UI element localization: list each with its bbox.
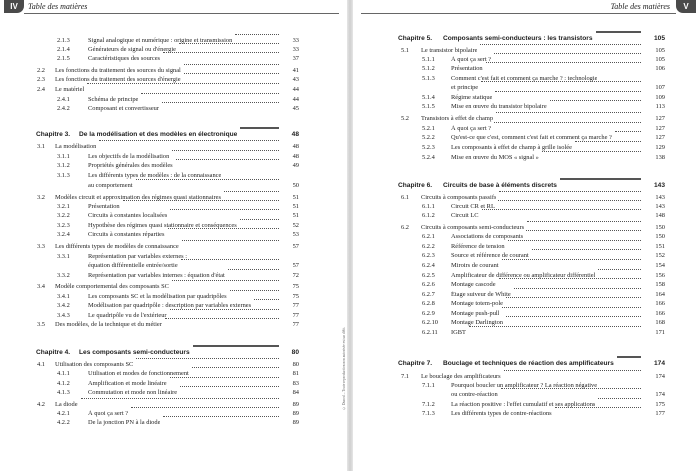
toc-leader-dots [499, 277, 641, 279]
toc-page-number: 148 [655, 212, 665, 219]
toc-page-number: 33 [292, 46, 299, 53]
toc-section-number: 4.1.3 [57, 389, 70, 396]
toc-leader-dots [502, 306, 641, 308]
toc-section-number: 2.3 [37, 76, 45, 83]
toc-entry-title: Composant et convertisseur [88, 105, 159, 112]
toc-page-number: 49 [292, 162, 299, 169]
toc-leader-dots [141, 92, 279, 94]
toc-entry-title: Circuits à composants passifs [421, 194, 497, 201]
toc-leader-dots [240, 218, 279, 220]
toc-entry-title: Modèles circuit et approximation des régimes quasi stationnaires [55, 194, 221, 201]
toc-section-number: 3.3.1 [57, 253, 70, 260]
toc-page-number: 57 [292, 262, 299, 269]
toc-leader-dots [254, 298, 279, 300]
toc-section-number: 6.2.4 [422, 262, 435, 269]
toc-page-number: 158 [655, 281, 665, 288]
toc-section-number: Chapitre 3. [36, 131, 71, 138]
toc-page-number: 50 [292, 182, 299, 189]
toc-page-number: 175 [655, 401, 665, 408]
toc-section-number: 4.2 [37, 401, 45, 408]
toc-leader-dots [598, 397, 641, 399]
toc-section-number: 5.1.1 [422, 56, 435, 63]
page-number-badge: V [676, 0, 696, 13]
toc-section-number: 4.1.1 [57, 370, 70, 377]
toc-entry-title: Pourquoi boucler un amplificateur ? La réaction négative [451, 382, 598, 389]
toc-entry-title: Présentation [88, 203, 120, 210]
toc-entry-title: Les composants semi-conducteurs [79, 349, 190, 356]
toc-entry-title: De la modélisation et des modèles en électronique [79, 131, 238, 138]
toc-leader-dots [526, 229, 641, 231]
toc-leader-dots [163, 51, 279, 53]
toc-leader-dots [575, 140, 641, 142]
toc-leader-dots [131, 406, 279, 408]
toc-entry-title: Comment c'est fait et comment ça marche ? : technologie [451, 75, 598, 82]
toc-section-number: 7.1.2 [422, 401, 435, 408]
toc-leader-dots [81, 397, 279, 399]
toc-page-number: 151 [655, 243, 665, 250]
toc-entry-title: Circuit LC [451, 212, 479, 219]
toc-page-number: 51 [292, 203, 299, 210]
toc-page-number: 80 [292, 361, 299, 368]
toc-entry-title: À quoi ça sert ? [88, 410, 129, 417]
toc-page-number: 83 [292, 380, 299, 387]
right-page [353, 0, 700, 471]
toc-page-number: 44 [292, 86, 299, 93]
toc-section-number: Chapitre 4. [36, 349, 71, 356]
toc-page-number: 105 [655, 47, 665, 54]
toc-leader-dots [176, 158, 279, 160]
toc-page-number: 105 [653, 35, 665, 42]
toc-leader-dots [506, 296, 641, 298]
toc-page-number: 168 [655, 319, 665, 326]
toc-entry-title: au comportement [88, 182, 133, 189]
toc-leader-dots [228, 268, 279, 270]
toc-page-number: 51 [292, 212, 299, 219]
copyright-notice: © Dunod – Toute reproduction non autorisée est un délit. [342, 326, 346, 410]
toc-page-number: 109 [655, 94, 665, 101]
toc-leader-dots [502, 258, 641, 260]
toc-entry-title: Transistors à effet de champ [421, 115, 494, 122]
toc-entry-title: Miroirs de courant [451, 262, 499, 269]
toc-section-number: 3.2.3 [57, 222, 70, 229]
toc-page-number: 77 [292, 312, 299, 319]
toc-page-number: 33 [292, 37, 299, 44]
toc-section-number: 6.2.7 [422, 291, 435, 298]
toc-entry-title: La diode [55, 401, 78, 408]
toc-page-number: 156 [655, 272, 665, 279]
toc-entry-title: Présentation [451, 65, 483, 72]
toc-entry-title: Montage push-pull [451, 310, 500, 317]
toc-entry-title: ou contre-réaction [451, 391, 498, 398]
toc-section-number: 5.1.4 [422, 94, 435, 101]
toc-section-number: 5.1 [401, 47, 409, 54]
toc-leader-dots [163, 415, 279, 417]
toc-section-number: 6.1.2 [422, 212, 435, 219]
toc-entry-title: Mise en œuvre du MOS « signal » [451, 154, 539, 161]
toc-entry-title: Référence de tension [451, 243, 505, 250]
toc-entry-title: Le matériel [55, 86, 85, 93]
toc-section-number: Chapitre 6. [398, 182, 433, 189]
toc-leader-dots [499, 190, 641, 192]
toc-leader-dots [136, 178, 279, 180]
toc-entry-title: Représentation par variables internes : équation d'état [88, 272, 225, 279]
toc-leader-dots [508, 239, 641, 241]
toc-leader-dots [180, 385, 279, 387]
toc-leader-dots [550, 99, 641, 101]
toc-page-number: 143 [653, 182, 665, 189]
toc-entry-title: et principe [451, 84, 479, 91]
toc-section-number: 2.1.4 [57, 46, 70, 53]
toc-section-number: 6.2.10 [422, 319, 438, 326]
toc-section-number: 3.1.1 [57, 153, 70, 160]
toc-section-number: 2.2 [37, 67, 45, 74]
toc-leader-dots [481, 80, 641, 82]
toc-entry-title: Amplificateur de différence ou amplificateur différentiel [451, 272, 596, 279]
toc-section-number: 6.2.6 [422, 281, 435, 288]
toc-section-number: 6.2.2 [422, 243, 435, 250]
toc-page-number: 106 [655, 65, 665, 72]
toc-section-number: 5.1.5 [422, 103, 435, 110]
toc-leader-dots [184, 72, 279, 74]
toc-leader-dots [469, 325, 641, 327]
toc-entry-title: Montage totem-pole [451, 300, 503, 307]
toc-section-number: 6.2.9 [422, 310, 435, 317]
toc-entry-title: Mise en œuvre du transistor bipolaire [451, 103, 547, 110]
toc-page-number: 113 [655, 103, 665, 110]
toc-entry-title: Circuits à composants semi-conducteurs [421, 224, 525, 231]
toc-page-number: 75 [292, 283, 299, 290]
toc-entry-title: À quoi ça sert ? [451, 56, 492, 63]
toc-leader-dots [136, 357, 279, 359]
toc-leader-dots [123, 199, 279, 201]
toc-entry-title: Utilisation et modes de fonctionnement [88, 370, 189, 377]
toc-section-number: 3.1 [37, 143, 45, 150]
toc-page-number: 37 [292, 55, 299, 62]
toc-entry-title: Les objectifs de la modélisation [88, 153, 170, 160]
toc-page-number: 53 [292, 231, 299, 238]
toc-section-number: 2.1.3 [57, 37, 70, 44]
toc-leader-dots [168, 227, 280, 229]
toc-leader-dots [192, 366, 279, 368]
toc-page-number: 127 [655, 115, 665, 122]
toc-entry-title: Montage cascode [451, 281, 496, 288]
toc-leader-dots [617, 355, 641, 358]
toc-section-number: 6.2.3 [422, 252, 435, 259]
toc-entry-title: Montage Darlington [451, 319, 504, 326]
toc-page-number: 143 [655, 194, 665, 201]
toc-page-number: 89 [292, 410, 299, 417]
toc-entry-title: équation différentielle entrée/sortie [88, 262, 178, 269]
toc-section-number: 3.4.2 [57, 302, 70, 309]
toc-entry-title: Circuits de base à éléments discrets [443, 182, 557, 189]
toc-entry-title: Des modèles, de la technique et du métier [55, 321, 162, 328]
toc-leader-dots [179, 42, 279, 44]
left-page [0, 0, 347, 471]
toc-leader-dots [170, 308, 279, 310]
toc-entry-title: La réaction positive : l'effet cumulatif et ses applications [451, 401, 596, 408]
toc-section-number: 2.4 [37, 86, 45, 93]
toc-leader-dots [172, 149, 279, 151]
toc-page-number: 154 [655, 262, 665, 269]
toc-section-number: 3.1.3 [57, 172, 70, 179]
toc-page-number: 129 [655, 144, 665, 151]
toc-section-number: 5.2.4 [422, 154, 435, 161]
toc-entry-title: Le transistor bipolaire [421, 47, 478, 54]
toc-section-number: 5.2 [401, 115, 409, 122]
toc-section-number: Chapitre 5. [398, 35, 433, 42]
toc-page-number: 48 [292, 143, 299, 150]
toc-section-number: 3.4.3 [57, 312, 70, 319]
toc-page-number: 77 [292, 321, 299, 328]
toc-entry-title: Les différents types de contre-réactions [451, 410, 552, 417]
toc-entry-title: Circuits à constantes localisées [88, 212, 168, 219]
toc-entry-title: Les fonctions du traitement des sources d'énergie [55, 76, 181, 83]
toc-section-number: 2.4.2 [57, 105, 70, 112]
toc-section-number: 3.2 [37, 194, 45, 201]
toc-section-number: 6.1 [401, 194, 409, 201]
toc-entry-title: Le bouclage des amplificateurs [421, 373, 501, 380]
toc-page-number: 89 [292, 401, 299, 408]
toc-section-number: 7.1.3 [422, 410, 435, 417]
toc-entry-title: Composants semi-conducteurs : les transistors [443, 35, 593, 42]
toc-leader-dots [235, 33, 279, 35]
toc-page-number: 174 [655, 391, 665, 398]
toc-section-number: 3.1.2 [57, 162, 70, 169]
toc-page-number: 45 [292, 105, 299, 112]
toc-entry-title: Les différents types de modèles de connaissance [55, 243, 179, 250]
toc-entry-title: Étage suiveur de White [451, 291, 511, 298]
toc-entry-title: Caractéristiques des sources [88, 55, 161, 62]
toc-entry-title: Les composants SC et la modélisation par quadripôles [88, 293, 227, 300]
toc-entry-title: Amplification et mode linéaire [88, 380, 167, 387]
toc-leader-dots [230, 289, 279, 291]
toc-section-number: 4.1.2 [57, 380, 70, 387]
toc-section-number: 4.2.2 [57, 419, 70, 426]
toc-leader-dots [480, 43, 641, 45]
toc-section-number: 5.1.3 [422, 75, 435, 82]
toc-entry-title: Modélisation par quadripôle : description par variables externes [88, 302, 252, 309]
toc-leader-dots [494, 121, 641, 123]
toc-section-number: 6.1.1 [422, 203, 435, 210]
toc-entry-title: Les fonctions du traitement des sources du signal [55, 67, 181, 74]
toc-section-number: 2.1.5 [57, 55, 70, 62]
page-number-badge: IV [4, 0, 24, 13]
toc-page-number: 48 [291, 131, 299, 138]
toc-page-number: 43 [292, 76, 299, 83]
toc-entry-title: Bouclage et techniques de réaction des amplificateurs [443, 360, 614, 367]
toc-section-number: 6.2.5 [422, 272, 435, 279]
toc-section-number: 6.2 [401, 224, 409, 231]
toc-entry-title: IGBT [451, 329, 466, 336]
toc-leader-dots [486, 61, 641, 63]
toc-entry-title: Circuits à constantes réparties [88, 231, 165, 238]
toc-page-number: 75 [292, 293, 299, 300]
toc-leader-dots [498, 199, 641, 201]
toc-page-number: 174 [653, 360, 665, 367]
toc-page-number: 174 [655, 373, 665, 380]
toc-leader-dots [506, 315, 641, 317]
toc-entry-title: Les composants à effet de champ à grille isolée [451, 144, 572, 151]
toc-leader-dots [240, 126, 279, 129]
toc-page-number: 150 [655, 233, 665, 240]
toc-leader-dots [165, 317, 279, 319]
toc-leader-dots [482, 208, 641, 210]
toc-entry-title: Les différents types de modèles : de la connaissance [88, 172, 222, 179]
toc-page-number: 89 [292, 419, 299, 426]
toc-entry-title: Schéma de principe [88, 96, 139, 103]
toc-page-number: 171 [655, 329, 665, 336]
toc-leader-dots [162, 101, 279, 103]
toc-section-number: 4.2.1 [57, 410, 70, 417]
toc-entry-title: Utilisation des composants SC [55, 361, 134, 368]
toc-section-number: 3.4 [37, 283, 45, 290]
toc-section-number: 4.1 [37, 361, 45, 368]
toc-page-number: 127 [655, 134, 665, 141]
toc-leader-dots [494, 52, 641, 54]
toc-leader-dots [170, 376, 279, 378]
toc-leader-dots [560, 177, 641, 180]
toc-leader-dots [495, 90, 641, 92]
toc-leader-dots [87, 82, 279, 84]
header-rule [24, 13, 339, 14]
toc-page-number: 107 [655, 84, 665, 91]
toc-entry-title: Représentation par variables externes : [88, 253, 188, 260]
toc-page-number: 52 [292, 222, 299, 229]
toc-leader-dots [542, 150, 641, 152]
toc-leader-dots [598, 268, 641, 270]
toc-page-number: 164 [655, 291, 665, 298]
toc-section-number: 6.2.1 [422, 233, 435, 240]
toc-section-number: 3.4.1 [57, 293, 70, 300]
toc-section-number: 5.2.1 [422, 125, 435, 132]
toc-section-number: 3.3.2 [57, 272, 70, 279]
toc-section-number: 3.2.4 [57, 231, 70, 238]
toc-page-number: 51 [292, 194, 299, 201]
toc-leader-dots [99, 139, 279, 141]
toc-page-number: 81 [292, 370, 299, 377]
toc-page-number: 138 [655, 154, 665, 161]
toc-entry-title: Le quadripôle vu de l'extérieur [88, 312, 167, 319]
toc-page-number: 48 [292, 153, 299, 160]
toc-entry-title: Commutation et mode non linéaire [88, 389, 178, 396]
toc-entry-title: Générateurs de signal ou d'énergie [88, 46, 176, 53]
toc-page-number: 177 [655, 410, 665, 417]
toc-section-number: 7.1 [401, 373, 409, 380]
toc-leader-dots [224, 190, 279, 192]
toc-page-number: 152 [655, 252, 665, 259]
toc-page-number: 44 [292, 96, 299, 103]
toc-leader-dots [193, 344, 279, 347]
toc-entry-title: Hypothèse des régimes quasi stationnaire et conséquences [88, 222, 237, 229]
running-header-title: Table des matières [28, 2, 88, 11]
toc-leader-dots [182, 239, 279, 241]
running-header-title: Table des matières [610, 2, 670, 11]
toc-section-number: 7.1.1 [422, 382, 435, 389]
toc-page-number: 166 [655, 310, 665, 317]
toc-leader-dots [514, 287, 641, 289]
toc-entry-title: Associations de composants [451, 233, 524, 240]
toc-page-number: 150 [655, 224, 665, 231]
toc-section-number: 5.2.3 [422, 144, 435, 151]
toc-section-number: 6.2.8 [422, 300, 435, 307]
toc-entry-title: Régime statique [451, 94, 493, 101]
toc-entry-title: Source et référence de courant [451, 252, 529, 259]
toc-page-number: 80 [291, 349, 299, 356]
toc-section-number: 3.2.2 [57, 212, 70, 219]
toc-entry-title: Modèle comportemental des composants SC [55, 283, 169, 290]
toc-section-number: 3.2.1 [57, 203, 70, 210]
toc-section-number: 5.1.2 [422, 65, 435, 72]
toc-section-number: 3.5 [37, 321, 45, 328]
header-rule [361, 13, 676, 14]
toc-section-number: 5.2.2 [422, 134, 435, 141]
toc-leader-dots [504, 369, 641, 371]
toc-page-number: 77 [292, 302, 299, 309]
toc-page-number: 105 [655, 56, 665, 63]
toc-leader-dots [172, 279, 279, 281]
toc-entry-title: La modélisation [55, 143, 97, 150]
toc-entry-title: Circuit CR et RL [451, 203, 495, 210]
toc-section-number: 3.3 [37, 243, 45, 250]
toc-page-number: 41 [292, 67, 299, 74]
toc-leader-dots [181, 258, 279, 260]
toc-page-number: 127 [655, 125, 665, 132]
toc-leader-dots [170, 208, 279, 210]
toc-entry-title: Qu'est-ce que c'est, comment c'est fait et comment ça marche ? [451, 134, 612, 141]
toc-entry-title: Propriétés générales des modèles [88, 162, 173, 169]
toc-entry-title: Signal analogique et numérique : origine et transmission [88, 37, 233, 44]
toc-leader-dots [527, 220, 641, 222]
toc-leader-dots [615, 130, 641, 132]
toc-page-number: 143 [655, 203, 665, 210]
toc-entry-title: De la jonction PN à la diode [88, 419, 161, 426]
toc-leader-dots [555, 406, 641, 408]
toc-leader-dots [496, 111, 641, 113]
toc-leader-dots [532, 248, 641, 250]
toc-page-number: 166 [655, 300, 665, 307]
toc-entry-title: À quoi ça sert ? [451, 125, 492, 132]
toc-page-number: 57 [292, 243, 299, 250]
toc-leader-dots [596, 30, 642, 33]
toc-section-number: 2.4.1 [57, 96, 70, 103]
toc-page-number: 72 [292, 272, 299, 279]
toc-leader-dots [184, 63, 279, 65]
toc-page-number: 84 [292, 389, 299, 396]
toc-leader-dots [501, 387, 641, 389]
toc-section-number: Chapitre 7. [398, 360, 433, 367]
toc-section-number: 6.2.11 [422, 329, 438, 336]
